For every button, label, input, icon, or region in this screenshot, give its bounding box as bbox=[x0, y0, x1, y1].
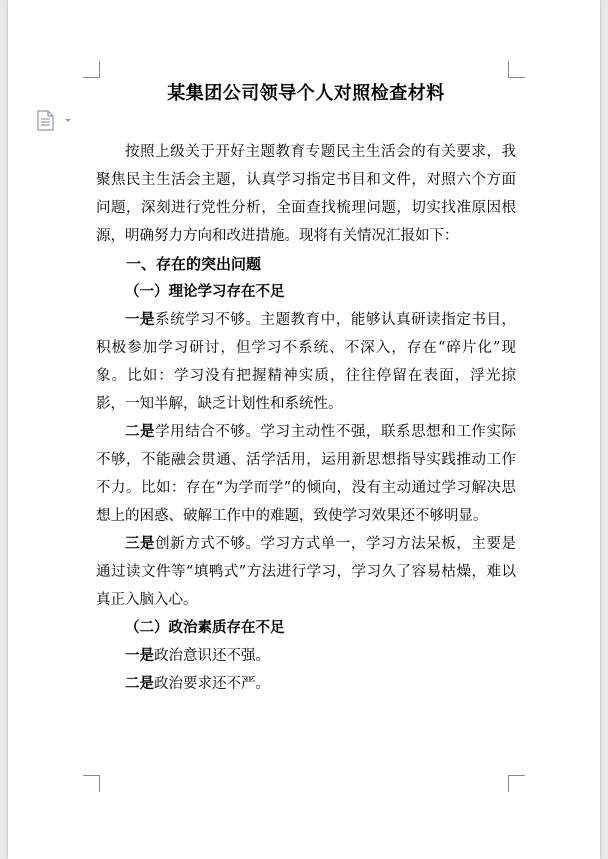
subsection-heading: （二）政治素质存在不足 bbox=[125, 619, 285, 636]
item-text: 政治要求还不严。 bbox=[154, 676, 270, 692]
crop-mark-bottom-right bbox=[508, 775, 525, 792]
list-item bbox=[96, 418, 516, 530]
paste-options-button[interactable] bbox=[36, 110, 82, 130]
crop-mark-top-left bbox=[83, 61, 100, 78]
item-lead: 一是 bbox=[125, 311, 156, 328]
list-item bbox=[96, 670, 516, 698]
document-title: 某集团公司领导个人对照检查材料 bbox=[167, 83, 445, 104]
intro-paragraph: 按照上级关于开好主题教育专题民主生活会的有关要求，我聚焦民主生活会主题，认真学习指定书目和文件，对照六个方面问题，深刻进行党性分析，全面查找梳理问题，切实找准原因根源，明确努力方向和改进措施。现将有关情况汇报如下： bbox=[96, 144, 516, 244]
item-text: 政治意识还不强。 bbox=[154, 648, 270, 664]
document-paste-icon bbox=[36, 110, 82, 132]
item-text: 学用结合不够。学习主动性不强，联系思想和工作实际不够，不能融会贯通、活学活用，运用新思想指导实践推动工作不力。比如：存在“为学而学”的倾向，没有主动通过学习解决思想上的困惑、破解工作中的难题，致使学习效果还不够明显。 bbox=[96, 424, 517, 524]
document-page bbox=[8, 0, 600, 859]
item-lead: 二是 bbox=[125, 423, 156, 440]
list-item bbox=[96, 306, 516, 418]
document-body bbox=[96, 80, 516, 698]
crop-mark-bottom-left bbox=[83, 775, 100, 792]
section-heading: 一、存在的突出问题 bbox=[126, 255, 262, 273]
item-text: 系统学习不够。主题教育中，能够认真研读指定书目，积极参加学习研讨，但学习不系统、不深入，存在“碎片化”现象。比如：学习没有把握精神实质，往往停留在表面，浮光掠影，一知半解，缺乏计划性和系统性。 bbox=[96, 312, 517, 412]
item-lead: 二是 bbox=[125, 675, 154, 692]
list-item bbox=[96, 642, 516, 670]
crop-mark-top-right bbox=[508, 61, 525, 78]
list-item bbox=[96, 530, 516, 614]
subsection-heading: （一）理论学习存在不足 bbox=[125, 283, 285, 300]
item-lead: 一是 bbox=[125, 647, 154, 664]
item-lead: 三是 bbox=[125, 535, 156, 552]
item-text: 创新方式不够。学习方式单一，学习方法呆板，主要是通过读文件等“填鸭式”方法进行学习，学习久了容易枯燥，难以真正入脑入心。 bbox=[96, 536, 517, 608]
